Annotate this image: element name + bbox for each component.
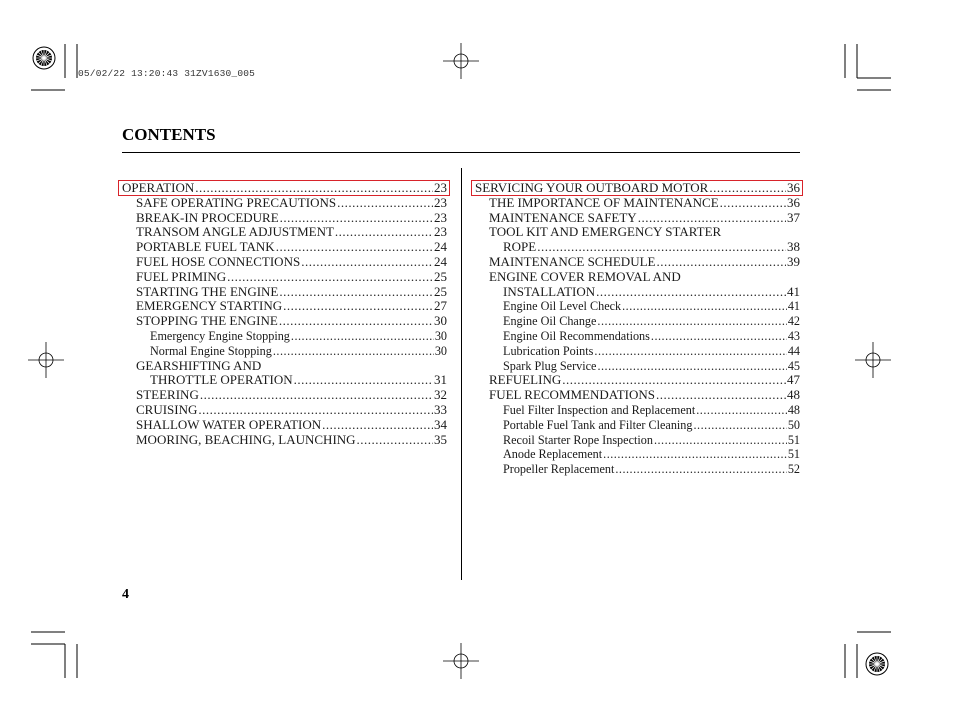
dot-leader	[720, 196, 786, 211]
highlight-box	[118, 180, 450, 196]
toc-entry[interactable]	[475, 181, 800, 196]
toc-entry-row	[136, 285, 447, 300]
toc-entry-row	[136, 359, 447, 374]
toc-entry[interactable]	[475, 255, 800, 270]
toc-entry-row	[489, 196, 800, 211]
toc-entry-row	[489, 255, 800, 270]
toc-entry-row	[503, 314, 800, 329]
toc-entry-row	[136, 314, 447, 329]
toc-entry-page: 39	[787, 253, 800, 269]
toc-entry-row	[136, 388, 447, 403]
dot-leader	[273, 344, 434, 359]
toc-entry[interactable]	[122, 225, 447, 240]
toc-entry-row	[503, 359, 800, 374]
dot-leader	[227, 270, 433, 285]
toc-entry[interactable]	[122, 388, 447, 403]
toc-entry-title: Portable Fuel Tank and Filter Cleaning	[503, 417, 693, 432]
toc-entry[interactable]	[122, 196, 447, 211]
toc-entry-page: 23	[434, 180, 447, 195]
toc-entry[interactable]	[475, 359, 800, 374]
toc-entry-title: SAFE OPERATING PRECAUTIONS	[136, 194, 337, 210]
toc-entry-page: 23	[434, 194, 447, 210]
toc-entry-title: PORTABLE FUEL TANK	[136, 239, 275, 255]
toc-entry-page: 25	[434, 268, 447, 284]
toc-entry[interactable]	[122, 255, 447, 270]
page-number: 4	[122, 587, 129, 602]
toc-entry-row	[136, 299, 447, 314]
toc-entry-title: Engine Oil Level Check	[503, 299, 622, 314]
toc-entry-row	[136, 403, 447, 418]
toc-entry-page: 41	[787, 299, 800, 314]
toc-entry-page: 30	[434, 313, 447, 329]
toc-entry-page: 47	[787, 372, 800, 388]
dot-leader	[656, 388, 786, 403]
dot-leader	[294, 373, 433, 388]
toc-entry-page: 51	[787, 447, 800, 462]
toc-entry[interactable]	[475, 299, 800, 314]
toc-entry-row	[503, 285, 800, 300]
column-divider	[461, 168, 462, 580]
toc-entry-title: Emergency Engine Stopping	[150, 328, 290, 343]
toc-entry[interactable]	[475, 225, 800, 240]
toc-entry[interactable]	[475, 418, 800, 433]
toc-entry-title: THE IMPORTANCE OF MAINTENANCE	[489, 194, 719, 210]
dot-leader	[337, 196, 433, 211]
toc-entry-row	[503, 329, 800, 344]
toc-entry-page: 50	[787, 417, 800, 432]
toc-entry[interactable]	[122, 329, 447, 344]
toc-entry-title: MOORING, BEACHING, LAUNCHING	[136, 431, 356, 447]
toc-entry-title: ROPE	[503, 239, 537, 255]
toc-entry-page: 25	[434, 283, 447, 299]
toc-entry-title: FUEL PRIMING	[136, 268, 227, 284]
toc-entry-title: STOPPING THE ENGINE	[136, 313, 278, 329]
toc-entry[interactable]	[122, 211, 447, 226]
dot-leader	[335, 225, 433, 240]
toc-entry[interactable]	[122, 285, 447, 300]
dot-leader	[322, 418, 433, 433]
toc-entry-row	[136, 255, 447, 270]
toc-entry[interactable]	[475, 285, 800, 300]
toc-entry[interactable]	[475, 314, 800, 329]
toc-entry-title: THROTTLE OPERATION	[150, 372, 293, 388]
toc-entry-title: TRANSOM ANGLE ADJUSTMENT	[136, 224, 334, 240]
dot-leader	[597, 359, 786, 374]
toc-entry[interactable]	[475, 433, 800, 448]
toc-entry-title: REFUELING	[489, 372, 562, 388]
dot-leader	[594, 344, 786, 359]
toc-entry[interactable]	[122, 433, 447, 448]
toc-entry-row	[503, 462, 800, 477]
toc-entry-page: 44	[787, 343, 800, 358]
toc-entry-page: 23	[434, 224, 447, 240]
toc-entry-page: 36	[787, 180, 800, 195]
toc-entry-row	[489, 225, 800, 240]
toc-entry[interactable]	[122, 373, 447, 388]
toc-entry[interactable]	[475, 388, 800, 403]
toc-entry-row	[503, 240, 800, 255]
toc-entry-page: 42	[787, 314, 800, 329]
dot-leader	[291, 329, 434, 344]
toc-entry[interactable]	[475, 196, 800, 211]
toc-entry-title: EMERGENCY STARTING	[136, 298, 283, 314]
toc-entry-page: 24	[434, 253, 447, 269]
toc-entry-page: 35	[434, 431, 447, 447]
toc-entry-row	[136, 270, 447, 285]
toc-entry-row	[489, 373, 800, 388]
toc-entry[interactable]	[475, 344, 800, 359]
toc-entry[interactable]	[475, 462, 800, 477]
dot-leader	[622, 299, 787, 314]
toc-entry-title: Anode Replacement	[503, 447, 603, 462]
toc-entry-row	[503, 344, 800, 359]
toc-entry-row	[136, 196, 447, 211]
toc-entry-page: 48	[787, 402, 800, 417]
toc-entry-row	[503, 418, 800, 433]
star-target-bottom-right	[862, 649, 892, 679]
dot-leader	[198, 403, 433, 418]
toc-entry[interactable]	[475, 403, 800, 418]
toc-entry[interactable]	[475, 329, 800, 344]
toc-entry-page: 32	[434, 387, 447, 403]
toc-entry[interactable]	[122, 344, 447, 359]
dot-leader	[276, 240, 433, 255]
toc-entry-title: Lubrication Points	[503, 343, 594, 358]
toc-entry-title: Spark Plug Service	[503, 358, 597, 373]
toc-entry[interactable]	[475, 447, 800, 462]
toc-entry-row	[489, 270, 800, 285]
registration-target-bottom	[441, 641, 481, 681]
toc-entry[interactable]	[122, 240, 447, 255]
toc-entry-title: BREAK-IN PROCEDURE	[136, 209, 279, 225]
toc-entry-page: 23	[434, 209, 447, 225]
dot-leader	[200, 388, 433, 403]
toc-entry-page: 41	[787, 283, 800, 299]
toc-entry-title: OPERATION	[122, 180, 195, 195]
dot-leader	[638, 211, 786, 226]
dot-leader	[357, 433, 433, 448]
toc-entry[interactable]	[475, 373, 800, 388]
toc-entry-title: TOOL KIT AND EMERGENCY STARTER	[489, 224, 722, 240]
dot-leader	[656, 255, 786, 270]
toc-entry-title: FUEL HOSE CONNECTIONS	[136, 253, 301, 269]
dot-leader	[279, 285, 433, 300]
toc-entry-row	[150, 329, 447, 344]
toc-entry-page: 38	[787, 239, 800, 255]
toc-entry[interactable]	[122, 359, 447, 374]
toc-entry[interactable]	[122, 314, 447, 329]
toc-entry-page: 27	[434, 298, 447, 314]
toc-entry-row	[136, 211, 447, 226]
toc-entry[interactable]	[475, 270, 800, 285]
toc-entry[interactable]	[122, 299, 447, 314]
dot-leader	[562, 373, 786, 388]
toc-entry-row	[136, 240, 447, 255]
toc-entry-page: 43	[787, 328, 800, 343]
toc-entry-page: 45	[787, 358, 800, 373]
toc-left-column	[122, 181, 447, 447]
toc-entry-row	[136, 418, 447, 433]
toc-entry-title: Propeller Replacement	[503, 462, 615, 477]
page-title: CONTENTS	[122, 125, 216, 144]
dot-leader	[651, 329, 787, 344]
dot-leader	[279, 314, 433, 329]
toc-entry-page: 36	[787, 194, 800, 210]
dot-leader	[301, 255, 433, 270]
toc-entry-title: Engine Oil Recommendations	[503, 328, 650, 343]
toc-entry-title: ENGINE COVER REMOVAL AND	[489, 268, 681, 284]
toc-entry-row	[503, 403, 800, 418]
dot-leader	[696, 403, 787, 418]
toc-entry-title: STEERING	[136, 387, 199, 403]
toc-entry-title: STARTING THE ENGINE	[136, 283, 279, 299]
dot-leader	[694, 418, 787, 433]
toc-entry-page: 30	[434, 343, 447, 358]
toc-entry-row	[503, 299, 800, 314]
dot-leader	[603, 447, 787, 462]
toc-entry-page: 30	[434, 328, 447, 343]
toc-entry[interactable]	[122, 403, 447, 418]
toc-entry-title: Recoil Starter Rope Inspection	[503, 432, 653, 447]
dot-leader	[597, 314, 786, 329]
highlight-box	[471, 180, 803, 196]
toc-right-column	[475, 181, 800, 477]
toc-entry-row	[150, 373, 447, 388]
toc-entry-title: Fuel Filter Inspection and Replacement	[503, 402, 696, 417]
dot-leader	[615, 462, 786, 477]
toc-entry[interactable]	[475, 211, 800, 226]
dot-leader	[280, 211, 433, 226]
toc-entry-title: FUEL RECOMMENDATIONS	[489, 387, 655, 403]
toc-entry-row	[503, 447, 800, 462]
toc-entry-title: SHALLOW WATER OPERATION	[136, 416, 322, 432]
toc-entry-page: 37	[787, 209, 800, 225]
star-target-top-left	[29, 43, 59, 73]
dot-leader	[537, 240, 786, 255]
toc-entry-row	[489, 211, 800, 226]
toc-entry-page: 51	[787, 432, 800, 447]
toc-entry-title: INSTALLATION	[503, 283, 596, 299]
toc-entry-title: Engine Oil Change	[503, 314, 597, 329]
registration-target-left	[26, 340, 66, 380]
toc-entry[interactable]	[122, 270, 447, 285]
print-job-stamp: 05/02/22 13:20:43 31ZV1630_005	[78, 68, 256, 79]
toc-entry-page: 34	[434, 416, 447, 432]
toc-entry-title: GEARSHIFTING AND	[136, 357, 262, 373]
toc-entry-title: Normal Engine Stopping	[150, 343, 272, 358]
dot-leader	[283, 299, 433, 314]
registration-target-right	[853, 340, 893, 380]
toc-entry-page: 31	[434, 372, 447, 388]
toc-entry[interactable]	[122, 418, 447, 433]
dot-leader	[654, 433, 787, 448]
toc-entry-row	[489, 388, 800, 403]
toc-entry-title: CRUISING	[136, 401, 198, 417]
toc-entry-row	[503, 433, 800, 448]
toc-entry-page: 24	[434, 239, 447, 255]
toc-entry-title: MAINTENANCE SAFETY	[489, 209, 637, 225]
toc-entry[interactable]	[122, 181, 447, 196]
title-rule	[122, 152, 800, 153]
toc-entry-page: 52	[787, 462, 800, 477]
toc-entry-page: 48	[787, 387, 800, 403]
toc-entry[interactable]	[475, 240, 800, 255]
toc-entry-title: SERVICING YOUR OUTBOARD MOTOR	[475, 180, 709, 195]
toc-entry-title: MAINTENANCE SCHEDULE	[489, 253, 656, 269]
dot-leader	[596, 285, 786, 300]
toc-entry-page: 33	[434, 401, 447, 417]
toc-entry-row	[136, 225, 447, 240]
toc-entry-row	[136, 433, 447, 448]
registration-target-top	[441, 41, 481, 81]
toc-entry-row	[150, 344, 447, 359]
